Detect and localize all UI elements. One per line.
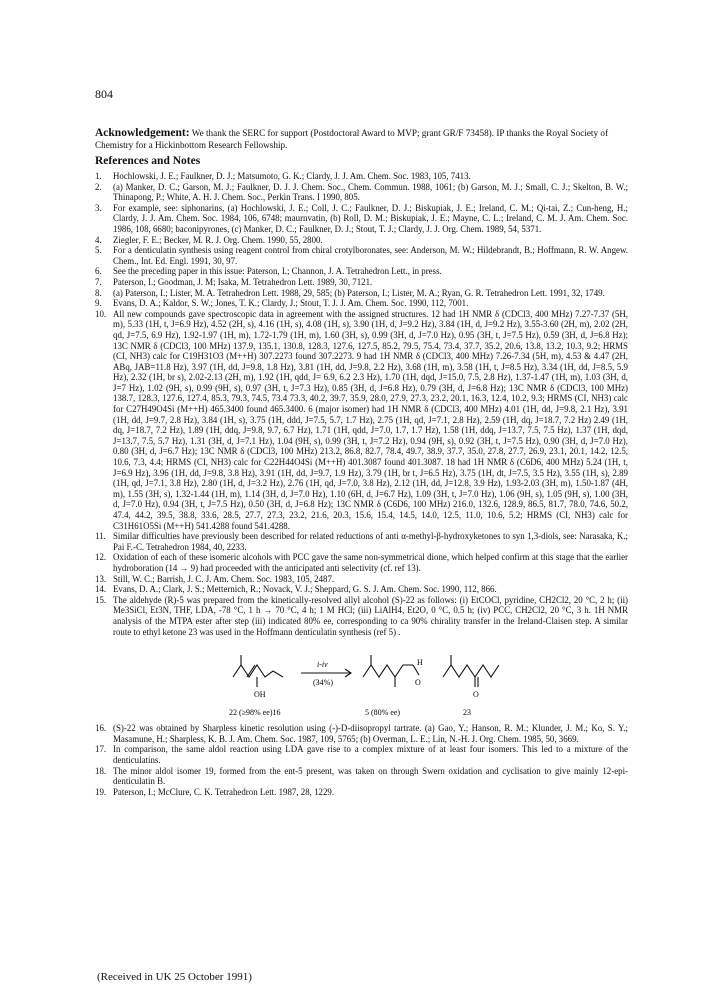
reference-number: 15. [95,594,107,605]
reference-15 [95,595,628,637]
aldehyde-h-label: H [417,658,423,668]
reference-number: 11. [95,531,106,542]
reaction-scheme-drawing [113,637,613,723]
reference-number: 9. [95,298,102,309]
reference-19 [95,787,628,798]
reference-number: 14. [95,584,107,595]
reference-number: 12. [95,552,107,563]
reference-text: For example, see: siphonarins, (a) Hochlowski, J. E.; Coll, J. C.; Faulkner, D. J.; Biskupiak, J. E.; Ireland, C. M.; Qi-tai, Z.; Cun-heng, H.; Clardy, J. J. Am. Chem. Soc. 1984, 106, 6748; maurnvatin, (b) Roll, D. M.; Biskupiak, J. E.; Mayne, C. L.; Ireland, C. M. J. Am. Chem. Soc. 1986, 108, 6680; baconipyrones, (c) Manker, D. C.; Faulkner, D. J.; Stout, T. J.; Clardy, J. J. Org. Chem. 1989, 54, 5371. [113,202,628,234]
yield-label: (34%) [313,678,333,688]
reference-text: See the preceding paper in this issue: Paterson, I.; Channon, J. A. Tetrahedron Lett., in press. [113,266,442,277]
reference-2 [95,182,628,203]
reference-text: Paterson, I.; Goodman, J. M; Isaka, M. Tetrahedron Lett. 1989, 30, 7121. [113,276,373,287]
reference-4 [95,235,628,246]
reference-text: For a denticulatin synthesis using reagent control from chiral crotylboronates, see: Anderson, M. W.; Hildebrandt, B.; Hoffmann, R. W. Angew. Chem., Int. Ed. Engl. 1991, 30, 97. [113,245,628,266]
compound-23-label: 23 [463,708,471,718]
reference-number: 5. [95,245,102,256]
reference-1 [95,171,628,182]
compound-22-skeleton [233,665,283,677]
reference-text: Hochlowski, J. E.; Faulkner, D. J.; Matsumoto, G. K.; Clardy, J. J. Am. Chem. Soc. 1983, 105, 7413. [113,171,471,181]
reference-text: Evans, D. A.; Clark, J. S.; Metternich, R.; Novack, V. J.; Sheppard, G. S. J. Am. Chem. Soc. 1990, 112, 866. [113,584,497,595]
reference-text: All new compounds gave spectroscopic data in agreement with the assigned structures. 12 had 1H NMR δ (CDCl3, 400 MHz) 7.27-7.37 (5H, m), 5.33 (1H, t, J=6.9 Hz), 4.52 (2H, s), 4.16 (1H, s), 4.08 (1H, s), 3.90 (1H, d, J=9.2 Hz), 3.84 (1H, d, J=9.2 Hz), 3.55-3.60 (2H, m), 2.02 (2H, qd, J=7.5, 6.9 Hz), 1.92-1.97 (1H, m), 1.72-1.79 (1H, m), 1.60 (3H, s), 0.99 (3H, d, J=7.0 Hz), 0.95 (3H, t, J=7.5 Hz), 0.59 (3H, d, J=6.8 Hz); 13C NMR δ (CDCl3, 100 MHz) 137.9, 135.1, 130.8, 128.3, 127.6, 127.5, 85.2, 79.5, 75.4, 73.4, 37.7, 35.2, 20.6, 13.8, 13.2, 10.3, 9.2; HRMS (CI, NH3) calc for C19H31O3 (M++H) 307.2273 found 307.2273. 9 had 1H NMR δ (CDCl3, 400 MHz) 7.26-7.34 (5H, m), 4.53 & 4.47 (2H, ABq, JAB=11.8 Hz), 3.97 (1H, dd, J=9.8, 1.8 Hz), 3.81 (1H, dd, J=9.8, 2.2 Hz), 3.68 (1H, m), 3.58 (1H, t, J=8.5 Hz), 3.34 (1H, dd, J=8.5, 5.9 Hz), 2.32 (1H, br s), 2.02-2.13 (2H, m), 1.92 (1H, qdd, J= 6.9, 6.2 2.3 Hz), 1.70 (1H, dqd, J=15.0, 7.5, 2.8 Hz), 1.37-1.47 (1H, m), 1.03 (3H, d, J=7 Hz), 1.02 (9H, s), 0.99 (9H, s), 0.97 (3H, t, J=7.3 Hz), 0.85 (3H, d, J=6.8 Hz), 0.79 (3H, d, J=6.8 Hz); 13C NMR δ (CDCl3, 100 MHz) 138.7, 128.3, 127.6, 127.4, 85.3, 79.3, 74.5, 73.4 73.3, 40.2, 39.7, 35.9, 28.0, 27.9, 27.3, 23.2, 20.1, 16.3, 12.4, 10.2, 9.3; HRMS (CI, NH3) calc for C27H49O4Si (M++H) 465.3400 found 465.3400. 6 (major isomer) had 1H NMR δ (CDCl3, 400 MHz) 4.01 (1H, dd, J=9.8, 2.1 Hz), 3.91 (1H, dd, J=9.7, 2.8 Hz), 3.84 (1H, s), 3.75 (1H, ddd, J=7.5, 5.7, 1.7 Hz), 2.75 (1H, qd, J=7.1, 2.8 Hz), 2.59 (1H, dq, J=18.7, 7.2 Hz) 2.49 (1H, dq, J=18.7, 7.2 Hz), 1.89 (1H, ddq, J=9.8, 9.7, 6.7 Hz), 1.71 (1H, qdd, J=7.0, 1.7, 1.7 Hz), 1.58 (1H, ddq, J=13.7, 7.5, 7.5 Hz), 1.37 (1H, dqd, J=13.7, 7.5, 5.7 Hz), 1.31 (3H, d, J=7.1 Hz), 1.04 (9H, s), 0.99 (3H, t, J=7.2 Hz), 0.94 (9H, s), 0.92 (3H, t, J=7.5 Hz), 0.90 (3H, d, J=7.0 Hz), 0.80 (3H, d, J=6.7 Hz); 13C NMR δ (CDCl3, 100 MHz) 213.2, 86.8, 82.7, 78.4, 49.7, 38.9, 37.7, 35.0, 27.8, 27.7, 26.9, 23.1, 20.1, 14.2, 12.5, 10.6, 7.3, 4.4; HRMS (CI, NH3) calc for C22H44O4Si (M++H) 401.3087 found 401.3087. 18 had 1H NMR δ (C6D6, 400 MHz) 5.24 (1H, t, J=6.9 Hz), 3.96 (1H, dd, J=9.8, 3.8 Hz), 3.91 (1H, dd, J=9.7, 1.9 Hz), 3.79 (1H, br t, J=6.5 Hz), 3.75 (1H, dt, J=7.5, 3.5 Hz), 3.55 (1H, s), 2.89 (1H, qd, J=7.1, 3.8 Hz), 2.80 (1H, d, J=3.2 Hz), 2.76 (1H, qd, J=7.0, 3.8 Hz), 2.12 (1H, dd, J=12.8, 3.9 Hz), 1.93-2.03 (3H, m), 1.50-1.87 (4H, m), 1.55 (3H, s), 1.32-1.44 (1H, m), 1.14 (3H, d, J=7.0 Hz), 1.10 (6H, d, J=6.7 Hz), 1.09 (3H, t, J=7.0 Hz), 1.06 (9H, s), 1.05 (9H, s), 1.00 (3H, d, J=7.0 Hz), 0.94 (3H, t, J=7.5 Hz), 0.50 (3H, d, J=6.8 Hz); 13C NMR δ (C6D6, 100 MHz) 216.0, 132.6, 128.9, 86.5, 81.7, 78.0, 74.6, 50.2, 47.4, 44.2, 39.5, 38.8, 33.6, 28.5, 27.7, 27.3, 23.2, 21.6, 20.3, 15.6, 15.4, 14.5, 14.0, 12.5, 11.0, 10.6, 5.2; HRMS (CI, NH3) calc for C31H61O5Si (M++H) 541.4288 found 541.4288. [113,308,628,531]
reference-7 [95,277,628,288]
reference-11 [95,531,628,552]
reference-8 [95,288,628,299]
ketone-o-label: O [473,690,479,700]
reagent-label: i-iv [317,660,328,670]
reference-number: 3. [95,202,102,213]
acknowledgement-heading: Acknowledgement: [95,127,190,139]
references-heading: References and Notes [95,155,201,167]
reference-text: In comparison, the same aldol reaction using LDA gave rise to a complex mixture of at least four isomers. This led to a mixture of the denticulatins. [113,744,628,765]
compound-22-label: 22 (≥98% ee)16 [229,708,281,718]
compound-5-label: 5 (80% ee) [365,708,401,718]
reference-12 [95,552,628,573]
reference-number: 17. [95,744,107,755]
reference-number: 19. [95,786,107,797]
reaction-scheme [113,637,628,723]
reference-14 [95,584,628,595]
reference-17 [95,744,628,765]
reference-text: Paterson, I.; McClure, C. K. Tetrahedron Lett. 1987, 28, 1229. [113,786,335,797]
reference-text: Still, W. C.; Barrish, J. C. J. Am. Chem. Soc. 1983, 105, 2487. [113,573,335,584]
acknowledgement [95,128,625,151]
reference-6 [95,266,628,277]
reference-9 [95,298,628,309]
reference-18 [95,766,628,787]
reference-text: Evans, D. A.; Kaldor, S. W.; Jones, T. K.; Clardy, J.; Stout, T. J. J. Am. Chem. Soc. 1990, 112, 7001. [113,298,469,309]
reference-3 [95,203,628,235]
reference-10 [95,309,628,531]
reference-number: 7. [95,276,102,287]
reference-number: 8. [95,287,102,298]
reference-text: (S)-22 was obtained by Sharpless kinetic resolution using (-)-D-diisopropyl tartrate. (a) Gao, Y.; Hanson, R. M.; Klunder, J. M.; Ko, S. Y.; Masamune, H.; Sharpless, K. B. J. Am. Chem. Soc. 1987, 109, 5765; (b) Overman, L. E.; Lin, N.-H. J. Org. Chem. 1985, 50, 3669. [113,723,628,744]
reference-5 [95,245,628,266]
reference-number: 13. [95,573,107,584]
page-number: 804 [95,87,113,101]
oh-label: OH [254,690,266,700]
reference-number: 2. [95,181,102,192]
compound-23-skeleton [443,665,499,677]
compound-5-skeleton [363,665,413,677]
reference-text: Ziegler, F. E.; Becker, M. R. J. Org. Chem. 1990, 55, 2800. [113,234,323,245]
reference-number: 4. [95,234,102,245]
reference-13 [95,574,628,585]
reference-16 [95,723,628,744]
reference-text: The aldehyde (R)-5 was prepared from the kinetically-resolved allyl alcohol (S)-22 as follows: (i) EtCOCl, pyridine, CH2Cl2, 20 °C, 2 h; (ii) Me3SiCl, Et3N, THF, LDA, -78 °C, 1 h → 70 °C, 4 h; 1 M HCl; (iii) LiAlH4, Et2O, 0 °C, 0.5 h; (iv) PCC, CH2Cl2, 20 °C, 3 h. 1H NMR analysis of the MTPA ester after step (iii) indicated 80% ee, corresponding to ca 90% chirality transfer in the Ireland-Claisen step. A similar route to ethyl ketone 23 was used in the Hoffmann denticulatin synthesis (ref 5) . [113,594,628,637]
reference-text: Similar difficulties have previously been described for related reductions of anti α-methyl-β-hydroxyketones to syn 1,3-diols, see: Narasaka, K.; Pai F.-C. Tetrahedron 1984, 40, 2233. [113,531,628,552]
reference-text: Oxidation of each of these isomeric alcohols with PCC gave the same non-symmetrical dione, which helped confirm at this stage that the earlier hydroboration (14 → 9) had proceeded with the anticipated anti selectivity (cf. ref 13). [113,552,628,573]
aldehyde-o-label: O [415,678,421,688]
reference-number: 1. [95,171,102,181]
received-note: (Received in UK 25 October 1991) [97,971,252,983]
reference-text: (a) Manker, D. C.; Garson, M. J.; Faulkner, D. J. J. Chem. Soc., Chem. Commun. 1988, 1061; (b) Garson, M. J.; Small, C. J.; Skelton, B. W.; Thinapong, P.; White, A. H. J. Chem. Soc., Perkin Trans. I 1990, 805. [113,181,628,203]
acknowledgement-text: We thank the SERC for support (Postdoctoral Award to MVP; grant GR/F 73458). IP thanks the Royal Society of Chemistry for a Hickinbottom Research Fellowship. [95,128,609,150]
reference-number: 16. [95,723,107,734]
reference-number: 10. [95,308,107,319]
reference-number: 18. [95,765,107,776]
references-list [95,171,628,797]
reference-text: (a) Paterson, I.; Lister, M. A. Tetrahedron Lett. 1988, 29, 585; (b) Paterson, I.; Lister, M. A.; Ryan, G. R. Tetrahedron Lett. 1991, 32, 1749. [113,287,605,298]
reference-number: 6. [95,266,102,277]
reference-text: The minor aldol isomer 19, formed from the ent-5 present, was taken on through Swern oxidation and cyclisation to give mainly 12-epi-denticulatin B. [113,765,628,787]
